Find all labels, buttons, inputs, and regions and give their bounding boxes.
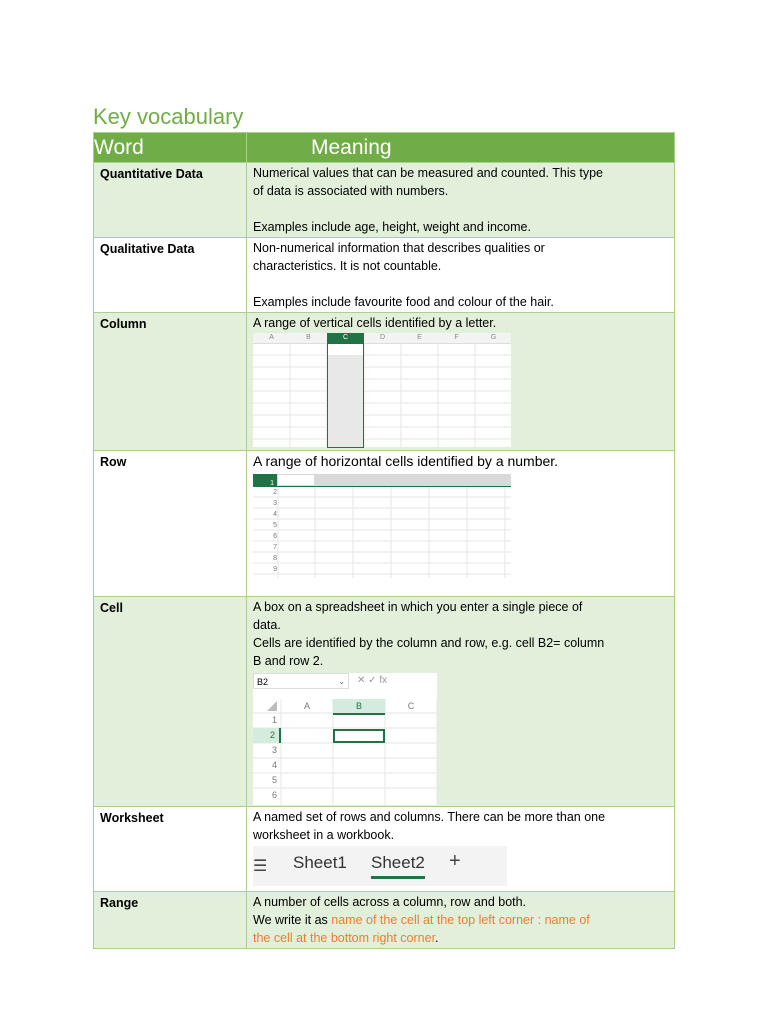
meaning-cell <box>247 807 675 892</box>
sheet-tab-active: Sheet2 <box>371 854 425 879</box>
row-example-image <box>253 474 511 578</box>
word-cell: Qualitative Data <box>94 238 247 313</box>
row-header-selected: 1 <box>253 474 277 486</box>
row-number: 5 <box>271 775 277 785</box>
word-cell: Column <box>94 313 247 451</box>
plus-icon: + <box>449 850 461 872</box>
table-header <box>94 133 675 163</box>
meaning-line: A named set of rows and columns. There can be more than one <box>253 810 606 824</box>
page-title: Key vocabulary <box>93 104 244 129</box>
meaning-line: Cells are identified by the column and row, e.g. cell B2= column <box>253 636 605 650</box>
word-cell: Row <box>94 451 247 597</box>
row-number: 2 <box>273 489 277 496</box>
column-header: A <box>269 334 274 341</box>
hamburger-icon: ☰ <box>253 858 268 875</box>
column-header: B <box>306 334 311 341</box>
formula-bar-icons: ✕ ✓ fx <box>357 675 388 686</box>
column-grid <box>253 333 511 447</box>
chevron-down-icon: ⌄ <box>338 677 345 686</box>
row-number: 9 <box>273 566 277 573</box>
table-row <box>94 163 675 238</box>
meaning-line: A box on a spreadsheet in which you enter a single piece of <box>253 600 583 614</box>
meaning-line: A range of horizontal cells identified by a number. <box>253 453 559 469</box>
active-cell-b2 <box>333 729 385 743</box>
row-number: 1 <box>271 715 277 725</box>
range-notation: We write it as name of the cell at the top left corner : name of <box>253 913 590 927</box>
meaning-example: Examples include favourite food and colour of the hair. <box>253 295 554 309</box>
column-example-image <box>253 333 511 447</box>
table-row <box>94 313 675 451</box>
column-header: C <box>407 701 415 711</box>
cell-example-image <box>253 673 437 805</box>
row-number: 6 <box>273 533 277 540</box>
meaning-line: of data is associated with numbers. <box>253 184 449 198</box>
sheet-tab: Sheet1 <box>293 853 347 872</box>
row-number: 5 <box>273 522 277 529</box>
selected-column <box>327 343 364 448</box>
meaning-line: B and row 2. <box>253 654 324 668</box>
meaning-header: Meaning <box>247 133 675 163</box>
meaning-line: Numerical values that can be measured and counted. This type <box>253 166 603 180</box>
row-number: 4 <box>271 760 277 770</box>
meaning-cell <box>247 451 675 597</box>
row-grid <box>253 474 511 578</box>
meaning-cell <box>247 313 675 451</box>
row-number: 3 <box>271 745 277 755</box>
meaning-cell <box>247 597 675 807</box>
column-header-selected: C <box>327 333 364 343</box>
row-number: 6 <box>271 790 277 800</box>
meaning-line: A number of cells across a column, row and both. <box>253 895 527 909</box>
table-row <box>94 238 675 313</box>
meaning-line: data. <box>253 618 281 632</box>
word-cell: Worksheet <box>94 807 247 892</box>
table-row <box>94 807 675 892</box>
meaning-cell <box>247 892 675 949</box>
column-header: G <box>490 334 497 341</box>
column-header: E <box>417 334 422 341</box>
meaning-line: worksheet in a workbook. <box>253 828 395 842</box>
row-number: 7 <box>273 544 277 551</box>
word-cell: Range <box>94 892 247 949</box>
meaning-cell <box>247 163 675 238</box>
table-row <box>94 451 675 597</box>
vocabulary-table <box>93 132 675 949</box>
row-number-selected: 2 <box>253 728 281 743</box>
row-number: 4 <box>273 511 277 518</box>
word-cell: Quantitative Data <box>94 163 247 238</box>
column-header: D <box>379 334 386 341</box>
word-header: Word <box>94 133 247 163</box>
column-header: F <box>454 334 459 341</box>
row-number: 8 <box>273 555 277 562</box>
meaning-example: Examples include age, height, weight and income. <box>253 220 531 234</box>
column-header: A <box>303 701 310 711</box>
meaning-line: characteristics. It is not countable. <box>253 259 442 273</box>
sheet-tabs-image <box>253 846 507 886</box>
column-header-selected: B <box>333 699 385 715</box>
meaning-line: Non-numerical information that describes qualities or <box>253 241 545 255</box>
table-row <box>94 892 675 949</box>
table-row <box>94 597 675 807</box>
name-box: B2 ⌄ <box>253 673 349 689</box>
row-number: 3 <box>273 500 277 507</box>
range-notation-cont: the cell at the bottom right corner. <box>253 931 439 945</box>
word-cell: Cell <box>94 597 247 807</box>
meaning-line: A range of vertical cells identified by a letter. <box>253 316 497 330</box>
meaning-cell <box>247 238 675 313</box>
